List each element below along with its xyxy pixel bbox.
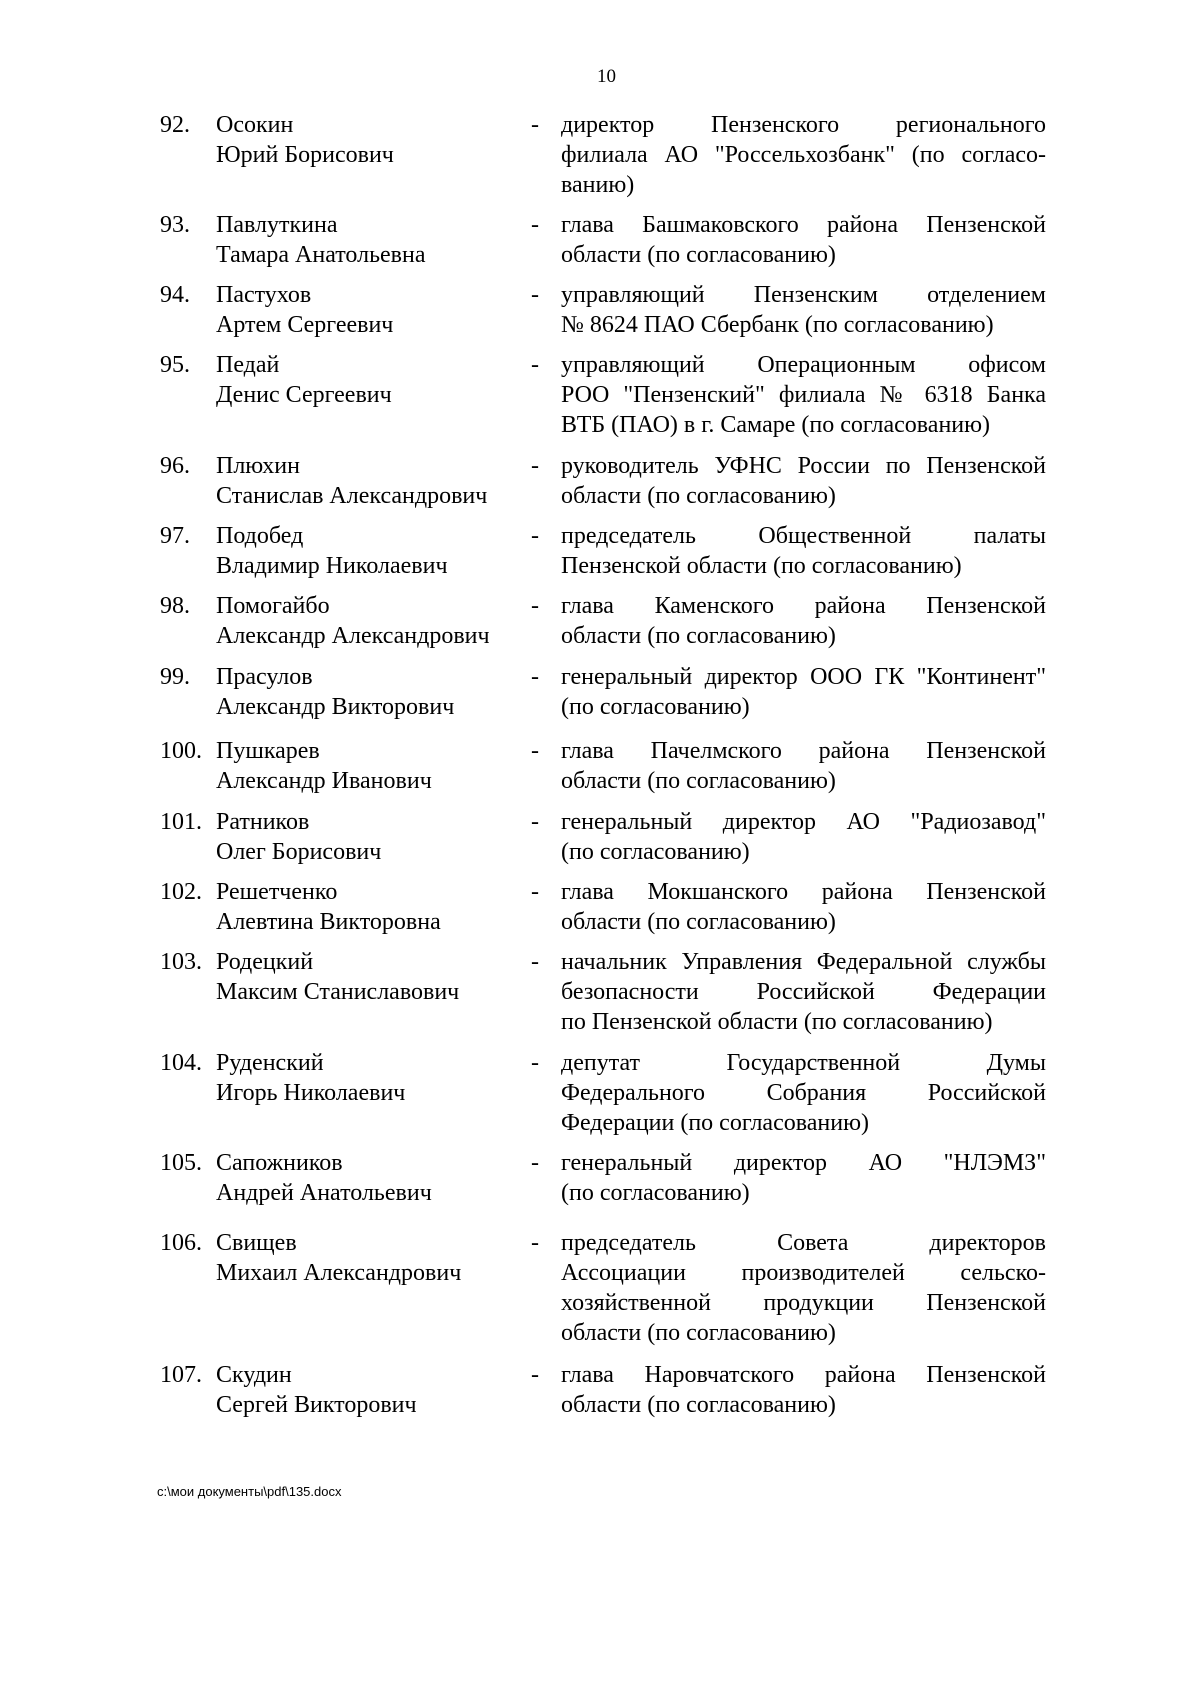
member-role-line: (по согласованию) — [561, 694, 750, 720]
member-role-line: Ассоциации производителей сельско- — [561, 1260, 1046, 1286]
member-role-line: председатель Общественной палаты — [561, 523, 1046, 549]
member-surname: Помогайбо — [216, 593, 330, 619]
member-role-line: Федерации (по согласованию) — [561, 1110, 870, 1136]
member-role-line: глава Пачелмского района Пензенской — [561, 738, 1046, 764]
member-role — [561, 451, 1046, 511]
member-role — [561, 1048, 1046, 1138]
member-role-line: управляющий Пензенским отделением — [561, 282, 1046, 308]
member-number: 102. — [160, 879, 202, 905]
member-surname: Свищев — [216, 1230, 297, 1256]
member-given-name: Денис Сергеевич — [216, 382, 392, 408]
member-role-line: РОО "Пензенский" филиала № 6318 Банка — [561, 382, 1046, 408]
member-role — [561, 807, 1046, 867]
member-role-line: области (по согласованию) — [561, 1392, 836, 1418]
member-number: 105. — [160, 1150, 202, 1176]
member-role-line: области (по согласованию) — [561, 768, 836, 794]
member-role-line: генеральный директор АО "НЛЭМЗ" — [561, 1150, 1046, 1176]
member-name — [216, 736, 526, 796]
member-role-line: области (по согласованию) — [561, 1320, 836, 1346]
member-role-line: начальник Управления Федеральной службы — [561, 949, 1046, 975]
member-number: 101. — [160, 809, 202, 835]
member-surname: Ратников — [216, 809, 310, 835]
member-number: 98. — [160, 593, 190, 619]
member-dash: - — [531, 1362, 539, 1388]
member-role — [561, 736, 1046, 796]
member-name — [216, 1148, 526, 1208]
member-given-name: Тамара Анатольевна — [216, 242, 426, 268]
member-role-line: (по согласованию) — [561, 839, 750, 865]
member-name — [216, 591, 526, 651]
member-role — [561, 947, 1046, 1037]
member-role — [561, 110, 1046, 200]
member-dash: - — [531, 738, 539, 764]
member-role — [561, 521, 1046, 581]
member-name — [216, 662, 526, 722]
member-role — [561, 877, 1046, 937]
member-role — [561, 210, 1046, 270]
member-name — [216, 350, 526, 410]
member-given-name: Александр Викторович — [216, 694, 455, 720]
member-number: 93. — [160, 212, 190, 238]
member-role-line: Федерального Собрания Российской — [561, 1080, 1046, 1106]
member-surname: Педай — [216, 352, 280, 378]
member-given-name: Станислав Александрович — [216, 483, 488, 509]
member-given-name: Алевтина Викторовна — [216, 909, 441, 935]
member-number: 95. — [160, 352, 190, 378]
member-name — [216, 521, 526, 581]
member-surname: Подобед — [216, 523, 304, 549]
member-name — [216, 110, 526, 170]
member-dash: - — [531, 1050, 539, 1076]
member-given-name: Юрий Борисович — [216, 142, 394, 168]
member-role-line: по Пензенской области (по согласованию) — [561, 1009, 993, 1035]
member-name — [216, 210, 526, 270]
member-surname: Скудин — [216, 1362, 292, 1388]
member-dash: - — [531, 879, 539, 905]
member-dash: - — [531, 212, 539, 238]
member-name — [216, 1360, 526, 1420]
member-number: 92. — [160, 112, 190, 138]
member-surname: Плюхин — [216, 453, 300, 479]
member-surname: Павлуткина — [216, 212, 338, 238]
member-dash: - — [531, 593, 539, 619]
member-given-name: Игорь Николаевич — [216, 1080, 406, 1106]
member-number: 96. — [160, 453, 190, 479]
member-given-name: Артем Сергеевич — [216, 312, 394, 338]
member-name — [216, 807, 526, 867]
member-dash: - — [531, 664, 539, 690]
member-dash: - — [531, 112, 539, 138]
member-role — [561, 1148, 1046, 1208]
member-surname: Руденский — [216, 1050, 324, 1076]
file-path-footer: c:\мои документы\pdf\135.docx — [157, 1484, 342, 1499]
member-role-line: глава Наровчатского района Пензенской — [561, 1362, 1046, 1388]
page-number: 10 — [597, 66, 616, 87]
member-role-line: области (по согласованию) — [561, 483, 836, 509]
member-role — [561, 1360, 1046, 1420]
member-role-line: области (по согласованию) — [561, 909, 836, 935]
member-name — [216, 1228, 526, 1288]
member-surname: Пушкарев — [216, 738, 320, 764]
member-role-line: глава Каменского района Пензенской — [561, 593, 1046, 619]
member-dash: - — [531, 809, 539, 835]
member-name — [216, 947, 526, 1007]
member-number: 107. — [160, 1362, 202, 1388]
member-role-line: (по согласованию) — [561, 1180, 750, 1206]
member-name — [216, 877, 526, 937]
member-role-line: области (по согласованию) — [561, 623, 836, 649]
member-role-line: генеральный директор ООО ГК "Континент" — [561, 664, 1046, 690]
member-role-line: безопасности Российской Федерации — [561, 979, 1046, 1005]
member-name — [216, 280, 526, 340]
member-role-line: председатель Совета директоров — [561, 1230, 1046, 1256]
member-role-line: управляющий Операционным офисом — [561, 352, 1046, 378]
member-surname: Решетченко — [216, 879, 338, 905]
member-role-line: генеральный директор АО "Радиозавод" — [561, 809, 1046, 835]
member-role-line: ванию) — [561, 172, 635, 198]
member-given-name: Максим Станиславович — [216, 979, 460, 1005]
member-role-line: депутат Государственной Думы — [561, 1050, 1046, 1076]
member-role — [561, 1228, 1046, 1348]
member-role-line: ВТБ (ПАО) в г. Самаре (по согласованию) — [561, 412, 991, 438]
member-surname: Пастухов — [216, 282, 312, 308]
member-role-line: № 8624 ПАО Сбербанк (по согласованию) — [561, 312, 994, 338]
member-dash: - — [531, 523, 539, 549]
member-role-line: директор Пензенского регионального — [561, 112, 1046, 138]
member-number: 106. — [160, 1230, 202, 1256]
member-number: 100. — [160, 738, 202, 764]
member-dash: - — [531, 1150, 539, 1176]
member-given-name: Андрей Анатольевич — [216, 1180, 432, 1206]
member-number: 97. — [160, 523, 190, 549]
member-role-line: глава Башмаковского района Пензенской — [561, 212, 1046, 238]
member-number: 99. — [160, 664, 190, 690]
member-given-name: Олег Борисович — [216, 839, 382, 865]
member-role-line: руководитель УФНС России по Пензенской — [561, 453, 1046, 479]
member-surname: Прасулов — [216, 664, 313, 690]
member-role-line: филиала АО "Россельхозбанк" (по согласо- — [561, 142, 1046, 168]
member-name — [216, 451, 526, 511]
member-number: 94. — [160, 282, 190, 308]
member-number: 103. — [160, 949, 202, 975]
member-role — [561, 591, 1046, 651]
member-role — [561, 662, 1046, 722]
member-given-name: Александр Александрович — [216, 623, 490, 649]
member-role-line: Пензенской области (по согласованию) — [561, 553, 962, 579]
member-given-name: Владимир Николаевич — [216, 553, 448, 579]
member-number: 104. — [160, 1050, 202, 1076]
member-role-line: глава Мокшанского района Пензенской — [561, 879, 1046, 905]
member-dash: - — [531, 949, 539, 975]
member-surname: Родецкий — [216, 949, 314, 975]
member-surname: Осокин — [216, 112, 294, 138]
member-role — [561, 280, 1046, 340]
member-dash: - — [531, 282, 539, 308]
member-given-name: Сергей Викторович — [216, 1392, 417, 1418]
member-role-line: области (по согласованию) — [561, 242, 836, 268]
member-surname: Сапожников — [216, 1150, 343, 1176]
member-given-name: Михаил Александрович — [216, 1260, 462, 1286]
member-name — [216, 1048, 526, 1108]
member-given-name: Александр Иванович — [216, 768, 432, 794]
member-dash: - — [531, 1230, 539, 1256]
member-dash: - — [531, 453, 539, 479]
member-role — [561, 350, 1046, 440]
member-role-line: хозяйственной продукции Пензенской — [561, 1290, 1046, 1316]
member-dash: - — [531, 352, 539, 378]
